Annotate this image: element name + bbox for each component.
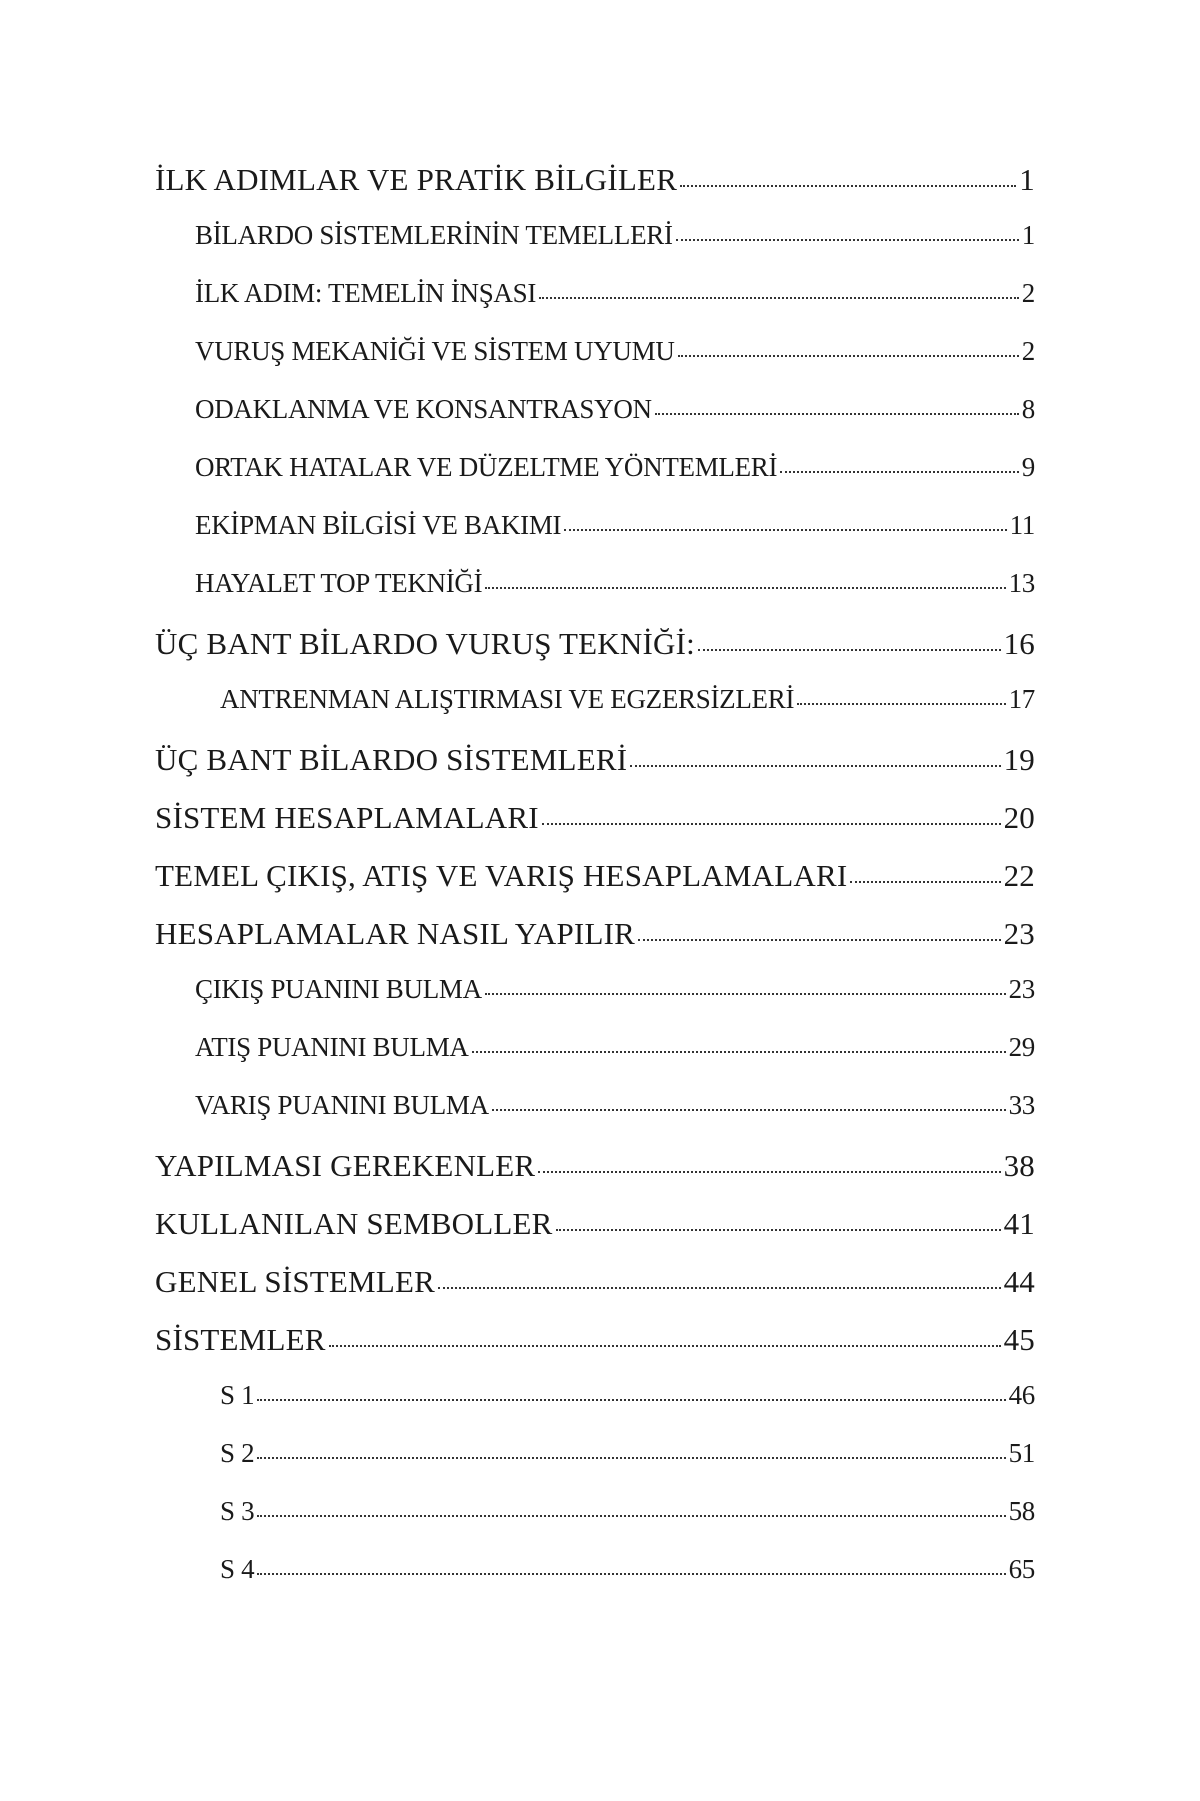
toc-entry [155, 918, 1035, 949]
toc-entry-title: S 4 [220, 1554, 255, 1584]
toc-entry-page: 65 [1008, 1554, 1035, 1584]
toc-entry-page: 19 [1003, 742, 1035, 777]
toc-entry [195, 338, 1035, 365]
toc-entry-page: 41 [1003, 1206, 1035, 1241]
toc-entry-title: VURUŞ MEKANİĞİ VE SİSTEM UYUMU [195, 336, 675, 366]
toc-entry-page: 38 [1003, 1148, 1035, 1183]
toc-entry-page: 46 [1008, 1380, 1035, 1410]
toc-entry-page: 23 [1008, 974, 1035, 1004]
toc-entry [220, 1382, 1035, 1409]
toc-entry [220, 1556, 1035, 1583]
toc-entry [155, 164, 1035, 195]
dot-leader [542, 823, 1001, 825]
toc-entry-page: 13 [1008, 568, 1035, 598]
toc-entry-title: S 2 [220, 1438, 255, 1468]
toc-entry-title: YAPILMASI GEREKENLER [155, 1148, 536, 1183]
dot-leader [698, 649, 1001, 651]
dot-leader [257, 1457, 1005, 1459]
toc-entry [195, 222, 1035, 249]
toc-entry [195, 976, 1035, 1003]
dot-leader [780, 471, 1019, 473]
toc-entry [155, 802, 1035, 833]
toc-entry-title: ORTAK HATALAR VE DÜZELTME YÖNTEMLERİ [195, 452, 778, 482]
dot-leader [797, 703, 1005, 705]
toc-entry-title: ÜÇ BANT BİLARDO SİSTEMLERİ [155, 742, 628, 777]
toc-entry-title: VARIŞ PUANINI BULMA [195, 1090, 489, 1120]
toc-entry-page: 17 [1008, 684, 1035, 714]
toc-entry [155, 1208, 1035, 1239]
toc-entry [155, 860, 1035, 891]
toc-entry [220, 1498, 1035, 1525]
dot-leader [438, 1287, 1001, 1289]
toc-entry-title: HESAPLAMALAR NASIL YAPILIR [155, 916, 635, 951]
toc-entry-title: KULLANILAN SEMBOLLER [155, 1206, 553, 1241]
toc-entry-page: 23 [1003, 916, 1035, 951]
toc-entry-title: İLK ADIMLAR VE PRATİK BİLGİLER [155, 162, 678, 197]
dot-leader [539, 297, 1019, 299]
dot-leader [485, 587, 1005, 589]
toc-entry-page: 33 [1008, 1090, 1035, 1120]
toc-entry [155, 628, 1035, 659]
toc-entry-page: 11 [1009, 510, 1035, 540]
toc-entry-page: 9 [1021, 452, 1035, 482]
toc-entry [155, 744, 1035, 775]
toc-entry-title: ÜÇ BANT BİLARDO VURUŞ TEKNİĞİ: [155, 626, 695, 661]
toc-entry-title: S 3 [220, 1496, 255, 1526]
dot-leader [329, 1345, 1001, 1347]
toc-entry-page: 22 [1003, 858, 1035, 893]
toc-entry-page: 2 [1021, 278, 1035, 308]
toc-entry-page: 16 [1003, 626, 1035, 661]
dot-leader [257, 1573, 1005, 1575]
dot-leader [556, 1229, 1001, 1231]
toc-entry-page: 51 [1008, 1438, 1035, 1468]
toc-entry-title: TEMEL ÇIKIŞ, ATIŞ VE VARIŞ HESAPLAMALARI [155, 858, 848, 893]
dot-leader [850, 881, 1000, 883]
toc-entry-page: 1 [1021, 220, 1035, 250]
dot-leader [492, 1109, 1006, 1111]
toc-entry-title: ATIŞ PUANINI BULMA [195, 1032, 469, 1062]
toc-entry-title: SİSTEM HESAPLAMALARI [155, 800, 539, 835]
toc-entry-title: ÇIKIŞ PUANINI BULMA [195, 974, 482, 1004]
toc-entry-page: 20 [1003, 800, 1035, 835]
toc-entry [155, 1266, 1035, 1297]
dot-leader [655, 413, 1019, 415]
toc-entry-page: 29 [1008, 1032, 1035, 1062]
toc-entry-page: 58 [1008, 1496, 1035, 1526]
toc-entry-title: ODAKLANMA VE KONSANTRASYON [195, 394, 652, 424]
toc-entry [155, 1150, 1035, 1181]
toc-entry-page: 8 [1021, 394, 1035, 424]
toc-entry-page: 45 [1003, 1322, 1035, 1357]
toc-entry-title: S 1 [220, 1380, 255, 1410]
toc-entry [195, 1092, 1035, 1119]
dot-leader [257, 1399, 1005, 1401]
dot-leader [638, 939, 1001, 941]
toc-entry-title: EKİPMAN BİLGİSİ VE BAKIMI [195, 510, 562, 540]
dot-leader [680, 185, 1016, 187]
toc-entry [155, 1324, 1035, 1355]
toc-entry [195, 512, 1035, 539]
dot-leader [678, 355, 1019, 357]
dot-leader [630, 765, 1000, 767]
toc-entry-title: ANTRENMAN ALIŞTIRMASI VE EGZERSİZLERİ [220, 684, 795, 714]
dot-leader [538, 1171, 1000, 1173]
toc-entry-title: GENEL SİSTEMLER [155, 1264, 435, 1299]
dot-leader [472, 1051, 1006, 1053]
toc-entry [195, 570, 1035, 597]
toc-entry [220, 1440, 1035, 1467]
dot-leader [257, 1515, 1005, 1517]
dot-leader [564, 529, 1006, 531]
dot-leader [676, 239, 1019, 241]
toc-entry-title: HAYALET TOP TEKNİĞİ [195, 568, 483, 598]
toc-entry-title: SİSTEMLER [155, 1322, 326, 1357]
toc-entry [195, 280, 1035, 307]
toc-entry-page: 2 [1021, 336, 1035, 366]
toc-entry [195, 1034, 1035, 1061]
toc-entry-page: 44 [1003, 1264, 1035, 1299]
toc-entry [195, 396, 1035, 423]
toc-entry-page: 1 [1019, 162, 1035, 197]
dot-leader [485, 993, 1006, 995]
toc-entry-title: İLK ADIM: TEMELİN İNŞASI [195, 278, 537, 308]
toc-entry [220, 686, 1035, 713]
toc-entry [195, 454, 1035, 481]
toc-entry-title: BİLARDO SİSTEMLERİNİN TEMELLERİ [195, 220, 673, 250]
